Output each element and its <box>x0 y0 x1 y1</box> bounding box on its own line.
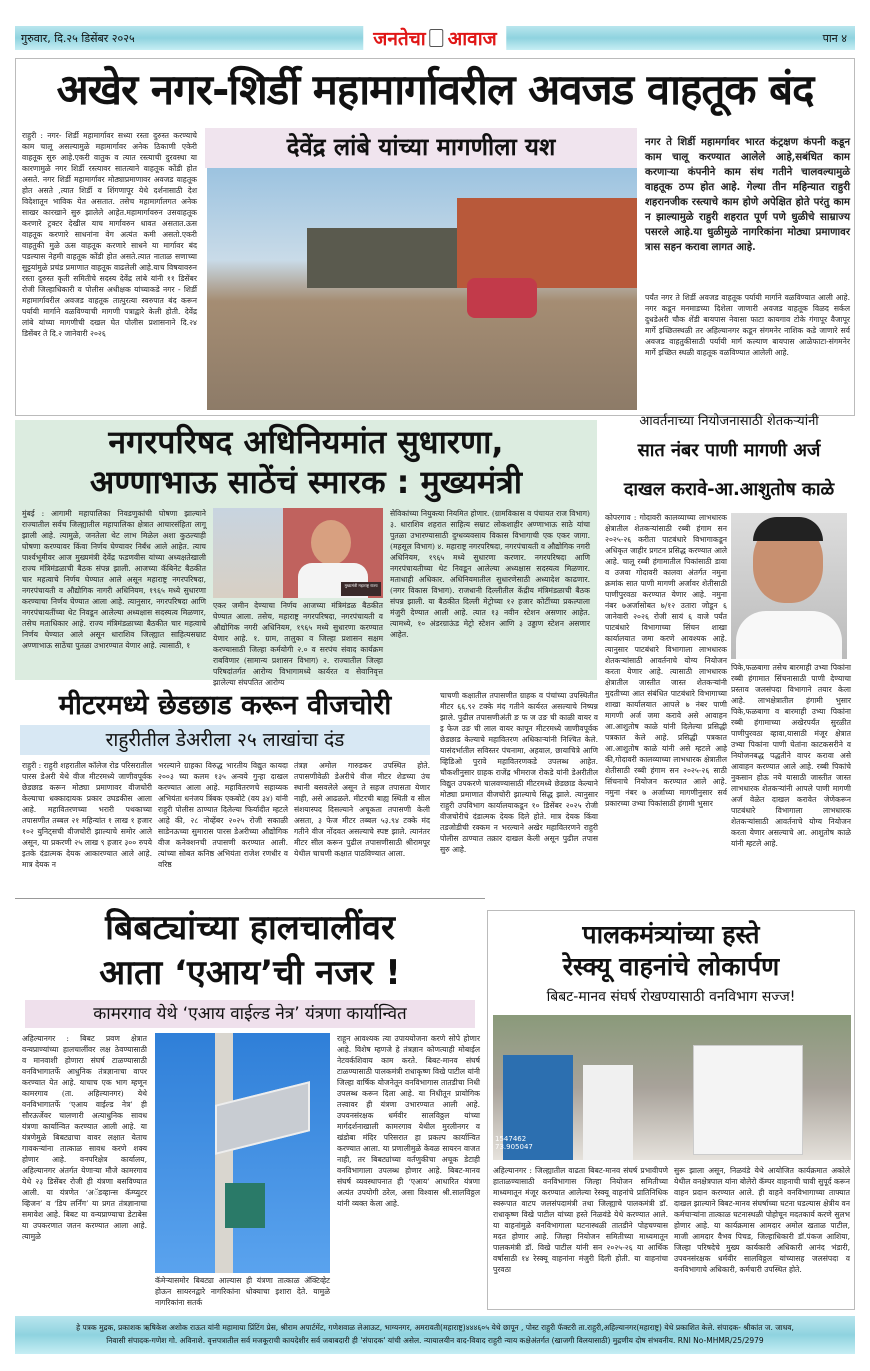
story-highway-subhead-bg <box>205 128 637 168</box>
story-leopard-ai-headline-2: आता ‘एआय’ची नजर ! <box>99 953 401 993</box>
masthead-text-1: जनतेचा <box>373 28 426 50</box>
story-water-headline-2: दाखल करावे-आ.आशुतोष काळे <box>623 479 835 500</box>
ai-camera-photo <box>155 1033 330 1273</box>
masthead-text-2: आवाज <box>447 28 497 50</box>
story-leopard-ai-col1: अहिल्यानगर : बिबट प्रवण क्षेत्रात वन्यप्राण्यांच्या हालचालींवर लक्ष ठेवण्यासाठी व मानवाशी होणारा संघर्ष टाळण्यासाठी वनविभागातर्फे आधुनिक तंत्रज्ञानाचा वापर करण्यात येत आहे. याचाच एक भाग म्हणून कामरगाव (ता. अहिल्यानगर) येथे वनविभागातर्फे ‘एआय वाईल्ड नेत्र’ ही सौरऊर्जेवर चालणारी अत्याधुनिक सावध यंत्रणा कार्यान्वित करण्यात आली आहे. या यंत्रणेमुळे बिबट्याचा वावर लक्षात येताच गावकऱ्यांना तात्काळ सावध करणे शक्य होणार आहे. वनपरिक्षेत्र कार्यालय, अहिल्यानगर अंतर्गत येणाऱ्या मौजे कामरगाव येथे २३ डिसेंबर रोजी ही यंत्रणा बसविण्यात आली. या यंत्रणेत ‘अॅडव्हान्स कॅम्प्युटर व्हिजन’ व ‘डिप लर्निंग’ या प्रगत तंत्रज्ञानाचा समावेश आहे. बिबट या वन्यप्राण्याचा डेटाबेस या उपकरणात जतन करण्यात आला आहे. त्यामुळे <box>22 1034 147 1241</box>
story-electricity-subhead: राहुरीतील डेअरीला २५ लाखांचा दंड <box>105 729 345 751</box>
story-cabinet-col1: मुंबई : आगामी महापालिका निवडणुकांची घोषणा झाल्याने राज्यातील सर्वच जिल्ह्यातील महापालिका क्षेत्रात आचारसंहिता लागू झाली आहे. त्यामुळे, जनतेला थेट लाभ मिळेल अशा कुठल्याही घोषणा करण्यावर किंवा निर्णय घेण्यावर निर्बंध आले आहेत. त्याच पार्श्वभूमीवर आज मुख्यमंत्री देवेंद्र फडणवीस यांच्या अध्यक्षतेखाली राज्य मंत्रिमंडळाची बैठक संपन्न झाली. आजच्या कॅबिनेट बैठकीत चार महत्वाचे निर्णय घेण्यात आले असून महाराष्ट्र नगरपरिषदा, नगरपंचायती व औद्योगिक नागरी अधिनियम, १९६५ मध्ये सुधारणा करण्याचा निर्णय घेण्यात आला आहे. त्यानुसार, नगरपरिषदा आणि नगरपंचायतींच्या थेट निवडून आलेल्या अध्यक्षास सदस्यत्व मिळणार, तसेच मताधिकार आहे. राज्य मंत्रिमंडळाच्या बैठकीत चार महत्वाचे निर्णय घेण्यात आले असून धाराशिव जिल्ह्यात साहित्यसम्राट अण्णाभाऊ साठेंचा पुतळा उभारण्यात येणार आहे. त्यासाठी, १ <box>22 509 206 650</box>
story-highway-headline: अखेर नगर-शिर्डी महामार्गावरील अवजड वाहतूक बंद <box>56 65 814 114</box>
page-header-band <box>15 26 855 50</box>
imprint-line-1: हे पत्रक मुद्रक, प्रकाशक ऋषिकेश अशोक राऊत यांनी महामाया प्रिंटिंग प्रेस, श्रीराम अपार्टमेंट, गणेशवाळ लेआऊट, भाग्यनगर, अमरावती(महाराष्ट्र)४४४६०५ येथे छापून , पोस्ट राहुरी फॅक्टरी ता.राहुरी,अहिल्यानगर(महाराष्ट्र) येथे प्रकाशित केले. संपादक- श्रीकांत ज. जाधव, <box>76 1323 794 1332</box>
story-electricity-col4: चाचणी कक्षातील तपासणीत ग्राहक व पंचांच्या उपस्थितीत मीटर ६६.९२ टक्के मंद गतीने कार्यरत असल्याचे निष्पन्न झाले. पुढील तपासणीअंती ङ फ ज उङ ची काळी वायर व इ फेज उङ ची लाल वायर कापून मीटरमध्ये जाणीवपूर्वक छेडछाड केल्याचे महावितरण अधिकाऱ्यांनी निश्चित केले. यासंदर्भातील सविस्तर पंचनामा, अहवाल, छायाचित्रे आणि व्हिडिओ पुरावे महावितरणकडे उपलब्ध आहेत. चौकशीनुसार ग्राहक राजेंद्र भीमराज रोकडे यांनी डेअरीतील विद्युत उपकरणे चालवण्यासाठी मीटरमध्ये छेडछाड केल्याने मोठ्या प्रमाणात वीजचोरी झाल्याचे सिद्ध झाले. त्यानुसार राहुरी उपविभाग कार्यालयाकडून १० डिसेंबर २०२५ रोजी वीजचोरीचे दंडात्मक देयक दिले होते. मात्र देयक किंवा तडजोडीची रक्कम न भरल्याने अखेर महावितरणने राहुरी पोलीस ठाण्यात तक्रार दाखल केली असून पुढील तपास सुरु आहे. <box>440 691 598 854</box>
story-cabinet-headline-1: नगरपरिषद अधिनियमांत सुधारणा, <box>108 423 504 461</box>
story-water-kicker: आवर्तनाच्या नियोजनासाठी शेतकऱ्यांनी <box>639 414 819 429</box>
story-rescue-col1: अहिल्यानगर : जिल्ह्यातील वाढता बिबट-मानव संघर्ष प्रभावीपणे हाताळण्यासाठी वनविभागास जिल्हा नियोजन समितीच्या माध्यमातून मंजूर करण्यात आलेल्या रेस्क्यू वाहनांचे प्रातिनिधिक स्वरूपात वाटप जलसंपदामंत्री तथा जिल्ह्याचे पालकमंत्री डॉ. राधाकृष्ण विखे पाटील यांच्या हस्ते निळवंडे येथे करण्यात आले. या वाहनांमुळे वनविभागाला घटनास्थळी तातडीने पोहचण्यास मदत होणार आहे. जिल्हा नियोजन समितीच्या माध्यमातून पालकमंत्री डॉ. विखे पाटील यांनी सन २०२५-२६ या आर्थिक वर्षासाठी १४ रेस्क्यू वाहनांना मंजुरी दिली होती. या वाहनांचा पुरवठा <box>493 1166 668 1274</box>
story-cabinet-col3: सेविकांच्या नियुक्त्या नियमित होणार. (ग्रामविकास व पंचायत राज विभाग) ३. धाराशिव शहरात साहित्य सम्राट लोकशाहीर अण्णाभाऊ साठे यांचा पुतळा उभारण्यासाठी दुग्धव्यवसाय विकास विभागाची एक एकर जागा. (महसूल विभाग) ४. महाराष्ट्र नगरपरिषदा, नगरपंचायती व औद्योगिक नगरी अधिनियम, १९६५ मध्ये सुधारणा करणार. नगरपरिषदा आणि नगरपंचायतीच्या थेट निवडून आलेल्या अध्यक्षास सदस्यत्व मिळणार. मताधाही अधिकार. अधिनियमातील सुधारणेसाठी अध्यादेश काढणार. (नगर विकास विभाग). राजधानी दिल्लीतील केंद्रीय मंत्रिमंडळाची बैठक संपन्न झाली. या बैठकीत दिल्ली मेट्रोच्या १२ हजार कोटींच्या प्रकल्पाला मंजुरी देण्यात आली आहे. त्यात १३ नवीन स्टेशन असणार आहेत. त्यामध्ये, १० अंडरग्राऊंड मेट्रो स्टेशन आणि ३ उड्डाण स्टेशन असणार आहेत. <box>390 509 590 639</box>
masthead-emblem-icon <box>430 29 444 47</box>
story-electricity-col2: भरल्याने ग्राहका विरुद्ध भारतीय विद्युत कायदा २००३ च्या कलम १३५ अन्वये गुन्हा दाखल करण्यात आला आहे. महावितरणचे सहाय्यक अभियंता धनंजय त्रिंबक एकबोटे (वय ३४) यांनी राहुरी पोलीस ठाण्यात दिलेल्या फिर्यादीत म्हटले आहे की, २८ नोव्हेंबर २०२५ रोजी सकाळी साडेनऊच्या सुमारास पारस डेअरीच्या औद्योगिक वीज कनेक्शनची तपासणी करण्यात आली. त्यांच्या सोबत कनिष्ठ अभियंता राजेश रणधीर व वरिष्ठ <box>158 761 288 869</box>
photo-coordinates-overlay: 1547462 73.905047 <box>495 1135 533 1151</box>
story-cabinet-headline-2: अण्णाभाऊ साठेंचं स्मारक : मुख्यमंत्री <box>89 463 523 501</box>
story-rescue-headline-1: पालकमंत्र्यांच्या हस्ते <box>582 920 760 949</box>
cm-face-shape <box>311 520 351 565</box>
story-highway-col1: राहुरी : नगर- शिर्डी महामार्गावर सध्या रस्ता दुरुस्त करण्याचे काम चालू असल्यामुळे महामार्गावर अनेक ठिकाणी एकेरी वाहतूक सुरु आहे.एकरी वातुक व त्यात रस्त्याची दुरवस्था या कारणामुळे नगर शिर्डी रस्त्यावर सातत्याने वाहतूक कोंडी होत असते. नगर शिर्डी महामार्गावर मोठ्याप्रमाणावर अवजड वाहतूक होत असते ,त्यात शिर्डी व शिंगणापूर येथे दर्शनासाठी देश विदेशातून भाविक येत असतात. तसेच महामार्गालगत अनेक साखर कारखाने सुरु झालेले आहेत.महामार्गावरुन उसवाहतूक करणारे ट्रक्टर देखील याच मार्गावरुन धावत असतात.ऊस वाहतूक करणारे साधनांना वेग अत्यंत कमी असतो.एकरी वाहतुकी मुळे ऊस वाहतूक करणारे साधने या मार्गावर बंद पडल्यास नेहमी वाहतूक कोंडी होत असते.त्यात नाताळ सणाच्या सुट्टयांमुळे प्रचंड प्रमाणात वाहतूक वाढलेली आहे.याच विषयावरुन रस्ता दुरुस्त कृती समितीचे सदस्य देवेंद्र लांबे यांनी ११ डिसेंबर रोजी जिल्हाधिकारी व पोलीस अधीक्षक यांच्याकडे नगर - शिर्डी महामार्गावरील अवजड वाहतूक तात्पुरत्या स्वरुपात बंद करून पर्यायी मार्गाने वळविण्याची मागणी पत्राद्वारे केली होती. देवेंद्र लांबे यांच्या मागणीची दखल घेत पोलीस प्रशासनाने दि.२४ डिसेंबर ते दि.२ जानेवारी २०२६ <box>22 131 197 338</box>
car-shape <box>467 278 537 318</box>
masthead-logo <box>363 26 506 50</box>
cm-photo <box>213 508 383 598</box>
rescue-vehicle-photo <box>493 1015 851 1160</box>
story-highway-highlight: नगर ते शिर्डी महामर्गावर भारत कंट्रक्षण कंपनी कडून काम चालू करण्यात आलेले आहे,सबंधित काम करणाऱ्या कंपनीने काम संथ गतीने चालवल्यामुळे वाहतूक ठप्प होत आहे. गेल्या तीन महिन्यात राहुरी शहरानजीक रस्त्याचे काम होणे अपेक्षित होते परंतु काम न झाल्यामुळे राहुरी शहरात पूर्ण पणे धुळीचे साम्राज्य पसरले आहे.या धुळीमुळे नागरिकांना मोठ्या प्रमाणावर त्रास सहन करावा लागत आहे. <box>645 136 850 253</box>
story-leopard-ai-headline-1: बिबट्यांच्या हालचालींवर <box>105 908 395 948</box>
story-water-col1: कोपरगाव : गोदावरी कालव्याच्या लाभधारक क्षेत्रातील शेतकऱ्यांसाठी रब्बी हंगाम सन २०२५-२६ करीता पाटबंधारे विभागाकडून अधिकृत जाहीर प्रगटन प्रसिद्ध करण्यात आले आहे. चालू रब्बी हंगामातील पिकांसाठी डावा व उजवा गोदावरी कालवा अंतर्गत नमुना क्रमांक सात पाणी मागणी अर्जावर शेतीसाठी पाणीपुरवठा करण्यात येणार आहे. नमुना नंबर ७अर्जासोबत ७/१२ उतारा जोडून ६ जानेवारी २०२६ रोजी सायं ६ वाजे पर्यंत पाटबंधारे विभागाच्या सिंचन शाखा कार्यालयात जमा करणे आवश्यक आहे. त्यानुसार पाटबंधारे विभागाला लाभधारक शेतकऱ्यांसाठी आवर्तनाचे योग्य नियोजन करता येणार आहे. त्यासाठी लाभधारक क्षेत्रातील जास्तीत जास्त शेतकऱ्यांनी मुदतीच्या आत संबंधित पाटबंधारे विभागाच्या शाखा कार्यालयात आपले ७ नंबर पाणी मागणी अर्ज जमा करावे असे आवाहन आ.आशुतोष काळे यांनी दिलेल्या प्रसिद्धी पत्रकात केले आहे. प्रसिद्धी पत्रकात आ.आशुतोष काळे यांनी असे म्हटले आहे की,गोदावरी कालव्याच्या लाभधारक क्षेत्रातील शेतीसाठी रब्बी हंगाम सन २०२५-२६ साठी सिंचनाचे नियोजन करण्यात आले आहे. नमुना नंबर ७ अर्जाच्या मागणीनुसार सर्व प्रकारच्या उभ्या पिकांसाठी हंगामी भुसार <box>605 513 727 808</box>
story-leopard-ai-subhead: कामरगाव येथे ‘एआय वाईल्ड नेत्र’ यंत्रणा कार्यान्वित <box>93 1004 407 1024</box>
mla-portrait-photo <box>731 513 847 659</box>
person-shape-2 <box>583 1065 633 1160</box>
page-number: पान ४ <box>822 32 847 45</box>
story-electricity-headline: मीटरमध्ये छेडछाड करून वीजचोरी <box>58 690 392 721</box>
mla-hair-shape <box>753 517 823 541</box>
camera-box-shape <box>225 1183 265 1228</box>
story-leopard-ai-col2: कॅमेऱ्यासमोर बिबट्या आल्यास ही यंत्रणा तात्काळ ॲक्टिव्हेट होऊन सायरनद्वारे नागरिकांना धोक्याचा इशारा देते. यामुळे नागरिकांना सतर्क <box>155 1276 330 1307</box>
mantralaya-building-shape <box>213 508 283 598</box>
story-rescue-col2: सुरू झाला असून, निळवंडे येथे आयोजित कार्यक्रमात अकोले येथील वनक्षेत्रपाल यांना बोलेरो कॅम्पर वाहनाची चावी सुपूर्द करून वाहन प्रदान करण्यात आले. ही वाहने वनविभागाच्या ताफ्यात दाखल झाल्याने बिबट-मानव संघर्षाच्या घटना घडल्यास क्षेत्रीय वन कर्मचाऱ्यांना तात्काळ घटनास्थळी पोहोचून मदतकार्य करणे सुलभ होणार आहे. या कार्यक्रमास आमदार अमोल खताळ पाटील, माजी आमदार वैभव पिचड, जिल्हाधिकारी डॉ.पंकज आशिया, जिल्हा परिषदेचे मुख्य कार्यकारी अधिकारी आनंद भंडारी, उपवनसंरक्षक धर्मवीर सालविठ्ठल यांच्यासह जलसंपदा व वनविभागाचे अधिकारी, कर्मचारी उपस्थित होते. <box>674 1166 850 1274</box>
story-leopard-ai-subhead-bg <box>25 1000 475 1028</box>
imprint-line-2: निवासी संपादक-गणेश गो. अविनाशे. वृत्तपत्रातील सर्व मजकूराची कायदेशीर सर्व जबाबदारी ही 'संपादक' यांची असेल. न्यायालयीन वाद-विवाद राहुरी न्याय कक्षेअंतर्गत (खाजगी विलयासाठी) मुद्रणीय दोष संभवनीय. RNI No-MHMR/25/2979 <box>106 1336 764 1345</box>
issue-date: गुरुवार, दि.२५ डिसेंबर २०२५ <box>21 32 135 45</box>
story-highway-col3: पर्यंत नगर ते शिर्डी अवजड वाहतूक पर्यायी मार्गाने वळविण्यात आली आहे. नगर कडून मनमाडच्या दिशेला जाणारी अवजड वाहतूक विळद सर्कल दुधडेअरी चौक शेंडी बायपास नेवासा फाटा कायगाव टोके गंगापूर वैजापूर मार्गे इच्छितस्थळी तर अहिल्यानगर कडून संगमनेर नाशिक कडे जाणारे सर्व अवजड वाहतुकीसाठी पर्यायी मार्ग कल्याण बायपास आळेफाटा-संगमनेर मार्गे इच्छित स्थळी वाहतूक वळविण्यात आलेली आहे. <box>645 293 850 357</box>
story-leopard-ai-col3: राहून आवश्यक त्या उपाययोजना करणे सोपे होणार आहे. विशेष म्हणजे हे तंत्रज्ञान कोणत्याही मोबाईल नेटवर्कशिवाय काम करते. बिबट-मानव संघर्ष टाळण्यासाठी पालकमंत्री राधाकृष्ण विखे पाटील यांनी जिल्हा वार्षिक योजनेतून वनविभागास तातडीचा निधी उपलब्ध करून दिला आहे. या निधीतून प्रायोगिक तत्त्वावर ही यंत्रणा उभारण्यात आली आहे. उपवनसंरक्षक धर्मवीर सालविठ्ठल यांच्या मार्गदर्शनाखाली कामरगाव येथील मुरलीनगर व खंडोबा मंदिर परिसरात हा प्रकल्प कार्यान्वित करण्यात आला. या प्रणालीमुळे केवळ सायरन वाजत नाही, तर बिबट्यांच्या वर्तणुकीचा अचूक डेटाही वनविभागाला उपलब्ध होणार आहे. बिबट-मानव संघर्ष व्यवस्थापनात ही ‘एआय’ आधारित यंत्रणा अत्यंत उपयोगी ठरेल, असा विश्वास श्री.सालविठ्ठल यांनी व्यक्त केला आहे. <box>337 1034 480 1208</box>
building-shape <box>457 198 637 288</box>
story-cabinet-col2: एकर जमीन देण्याचा निर्णय आजच्या मंत्रिमंडळ बैठकीत घेण्यात आला. तसेच, महाराष्ट्र नगरपरिषदा, नगरपंचायती व औद्योगिक नगरी अधिनियम, १९६५ मध्ये सुधारणा करण्यात येणार आहे. १. ग्राम, तालुका व जिल्हा प्रशासन सक्षम करण्यासाठी जिल्हा कर्मयोगी २.० व सरपंच संवाद कार्यक्रम राबविणार (सामान्य प्रशासन विभाग) २. राज्यातील जिल्हा परिषदांतर्गत आरोग्य विभागामध्ये कार्यरत व सेवानिवृत्त झालेल्या संघपतित आरोग्य <box>213 601 383 687</box>
story-water-headline-1: सात नंबर पाणी मागणी अर्ज <box>637 440 821 461</box>
mla-shirt-shape <box>736 611 842 659</box>
story-highway-subhead: देवेंद्र लांबे यांच्या मागणीला यश <box>286 133 556 161</box>
story-electricity-col1: राहुरी : राहुरी शहरातील कॉलेज रोड परिसरातील पारस डेअरी येथे वीज मीटरमध्ये जाणीवपूर्वक छेडछाड करून मोठ्या प्रमाणावर वीजचोरी केल्याचा धक्कादायक प्रकार उघडकीस आला आहे. महावितरणच्या भरारी पथकाच्या तपासणीत तब्बल २१ महिन्यांत १ लाख १ हजार १०२ युनिट्सची वीजचोरी झाल्याचे समोर आले असून, या प्रकरणी २५ लाख ९ हजार ३०० रुपये इतके दंडात्मक देयक आकारण्यात आले आहे. मात्र देयक न <box>22 761 152 869</box>
story-rescue-subhead: बिबट-मानव संघर्ष रोखण्यासाठी वनविभाग सज्ज! <box>546 989 796 1005</box>
cm-caption: मुख्यमंत्री महाराष्ट्र राज्य <box>341 582 381 596</box>
story-electricity-col3: तंत्रज्ञ अमोल गारुडकर उपस्थित होते. तपासणीवेळी डेअरीचे वीज मीटर शेडच्या उंच स्थानी बसवलेले असून ते सहज तपासता येणार नाही, असे आढळले. मीटरची बाह्य स्थिती व सील संशयास्पद दिसल्याने अचूकता तपासणी केली असता, ३ फेज मीटर तब्बल ५३.९४ टक्के मंद गतीने वीज नोंदवत असल्याचे स्पष्ट झाले. त्यानंतर मीटर सील करून पुढील तपासणीसाठी श्रीरामपूर येथील चाचणी कक्षात पाठविण्यात आला. <box>294 761 430 858</box>
story-water-col2: पिके,फळबागा तसेच बारमाही उभ्या पिकांना रब्बी हंगामात सिंचनासाठी पाणी देण्याचा प्रस्ताव जलसंपदा विभागाने तयार केला आहे. लाभक्षेत्रातील हंगामी भुसार पिके,फळबागा व बारमाही उभ्या पिकांना रब्बी हंगामाच्या अखेरपर्यंत सुरळीत पाणीपुरवठा व्हावा,यासाठी मंजूर क्षेत्रात उभ्या पिकांना पाणी घेतांना काटकसरीने व नियोजनबद्ध पद्धतीने वापर करावा असे आवाहन करण्यात आले आहे. रब्बी पिकांचे नुकसान होऊ नये यासाठी जास्तीत जास्त लाभधारक शेतकऱ्यांनी आपले पाणी मागणी अर्ज वेळेत दाखल करावेत जेणेकरून पाटबंधारे विभागाला लाभधारक शेतकऱ्यांसाठी आवर्तनाचे योग्य नियोजन करता येणार असल्याचे आ. आशुतोष काळे यांनी म्हटले आहे. <box>731 663 851 848</box>
vehicle-shape <box>693 1045 803 1155</box>
truck-shape <box>307 228 457 288</box>
traffic-jam-photo <box>207 168 637 410</box>
cm-portrait-bg <box>283 508 383 598</box>
imprint-footer <box>15 1316 855 1354</box>
story-rescue-headline-2: रेस्क्यू वाहनांचे लोकार्पण <box>562 952 780 981</box>
divider <box>15 898 485 899</box>
story-electricity-subhead-bg <box>20 725 430 755</box>
